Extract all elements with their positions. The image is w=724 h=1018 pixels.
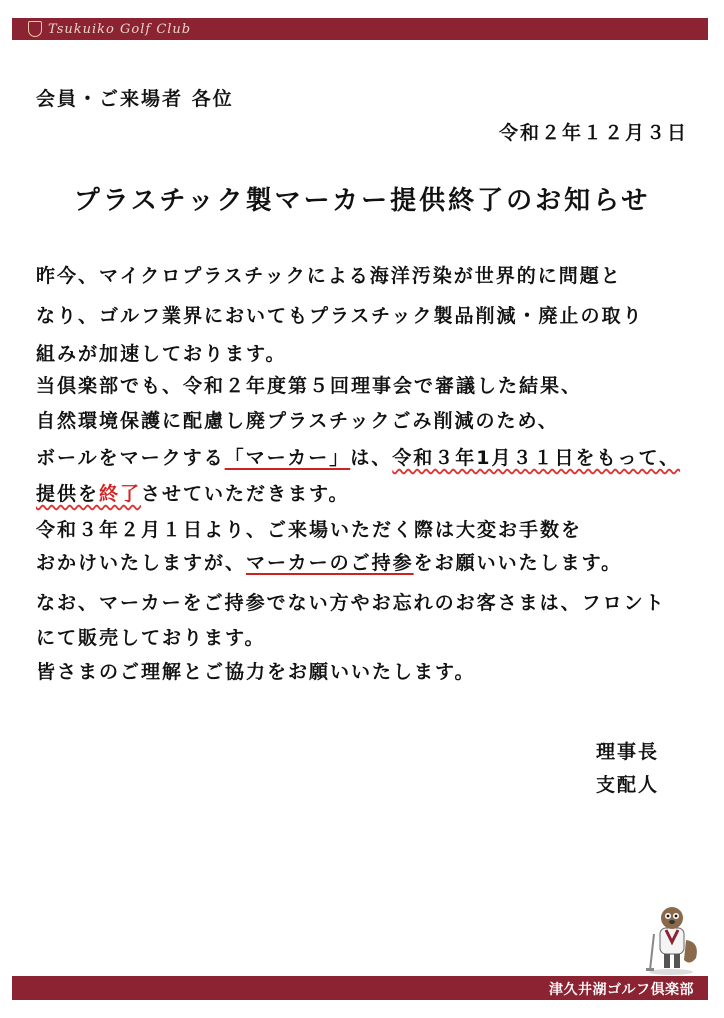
- header-bar: [12, 18, 708, 40]
- end-highlight: 終了: [99, 483, 142, 505]
- body-line: にて販売しております。: [36, 627, 266, 649]
- end-date-highlight: 令和３年1月３１日をもって、: [392, 447, 681, 469]
- body-line: なり、ゴルフ業界においてもプラスチック製品削減・廃止の取り: [36, 305, 644, 327]
- text-segment: は、: [350, 447, 393, 469]
- text-segment: ボールをマークする: [36, 447, 225, 469]
- crest-icon: [28, 21, 42, 37]
- body-line: 自然環境保護に配慮し廃プラスチックごみ削減のため、: [36, 410, 559, 432]
- footer-bar: [12, 976, 708, 1000]
- footer-club-name: 津久井湖ゴルフ倶楽部: [549, 982, 694, 998]
- date: 令和２年１２月３日: [498, 122, 688, 144]
- body-line: 令和３年２月１日より、ご来場いただく際は大変お手数を: [36, 519, 583, 541]
- text-segment: 提供を: [36, 483, 100, 505]
- page-title: プラスチック製マーカー提供終了のお知らせ: [73, 186, 651, 216]
- body-line: 組みが加速しております。: [36, 343, 287, 365]
- signature-chairman: 理事長: [596, 741, 660, 763]
- club-logo: [28, 19, 191, 39]
- text-segment: をお願いいたします。: [413, 552, 623, 574]
- marker-highlight: 「マーカー」: [224, 447, 351, 469]
- body-line-end: [36, 479, 350, 506]
- signature-manager: 支配人: [596, 774, 660, 796]
- text-segment: おかけいたしますが、: [36, 552, 247, 574]
- bring-marker-highlight: マーカーのご持参: [246, 552, 414, 574]
- body-line: 昨今、マイクロプラスチックによる海洋汚染が世界的に問題と: [36, 265, 622, 287]
- text-segment: させていただきます。: [141, 483, 350, 505]
- body-line-marker: [36, 443, 680, 470]
- body-line: 当倶楽部でも、令和２年度第５回理事会で審議した結果、: [36, 375, 583, 397]
- body-line-bring: [36, 548, 622, 575]
- mascot-icon: [640, 900, 702, 976]
- body-line: なお、マーカーをご持参でない方やお忘れのお客さまは、フロント: [36, 592, 666, 614]
- body-line: 皆さまのご理解とご協力をお願いいたします。: [36, 661, 476, 683]
- addressee: 会員・ご来場者 各位: [36, 88, 234, 110]
- logo-script-text: Tsukuiko Golf Club: [48, 21, 192, 37]
